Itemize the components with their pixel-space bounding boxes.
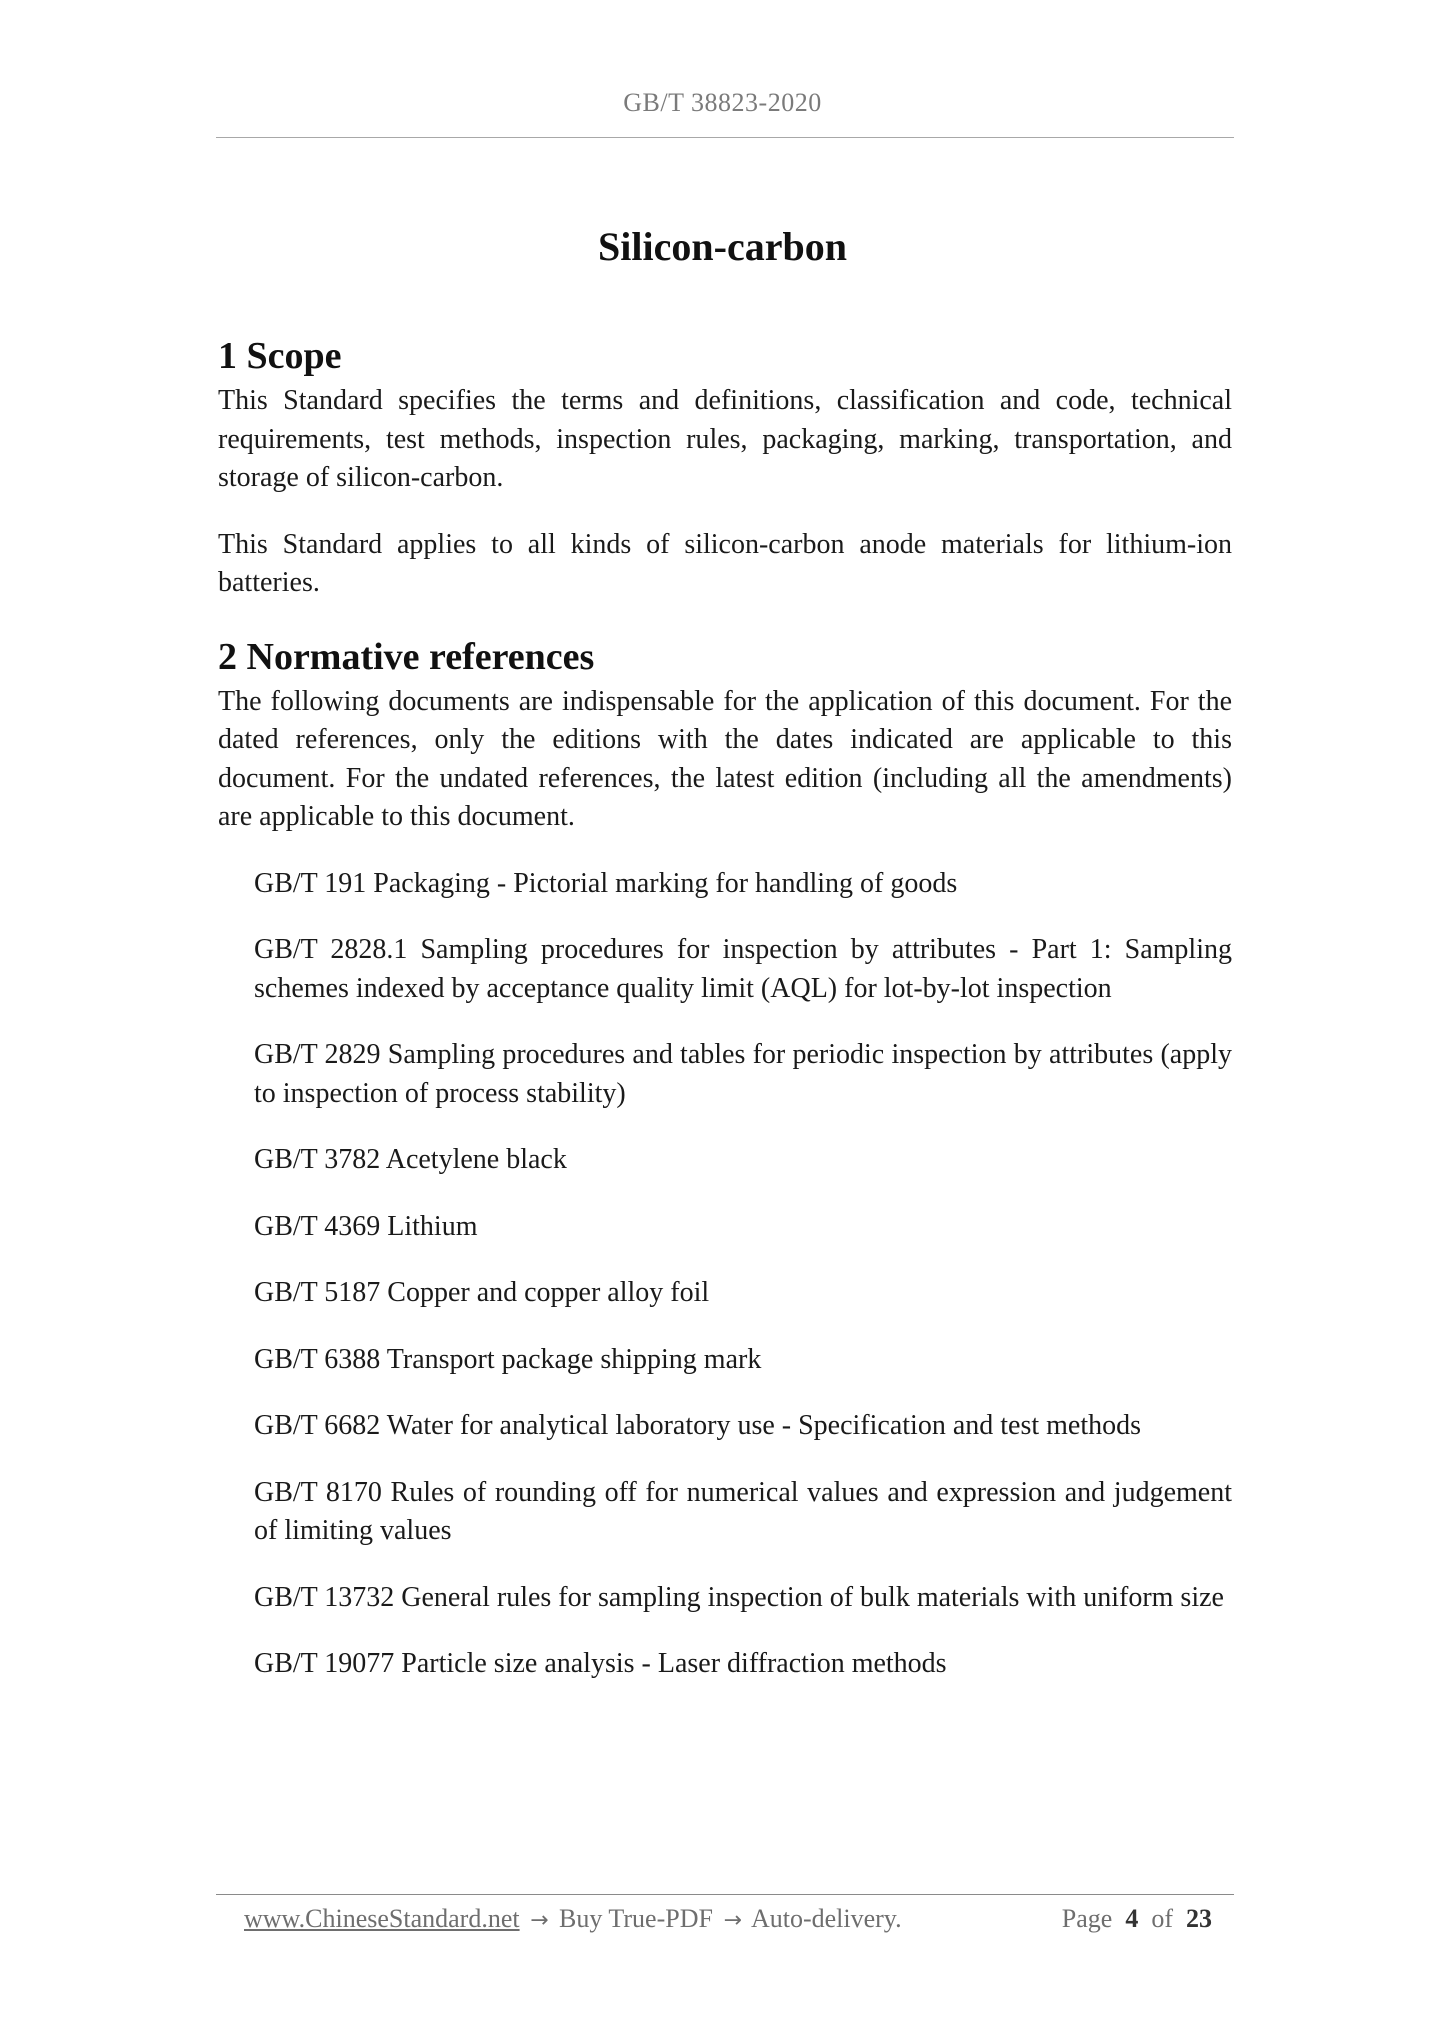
- reference-item: GB/T 191 Packaging - Pictorial marking for handling of goods: [254, 867, 958, 899]
- current-page-number: 4: [1125, 1904, 1139, 1933]
- reference-list: [218, 865, 1232, 1684]
- running-header: GB/T 38823-2020: [623, 88, 822, 117]
- page-number: [1062, 1896, 1212, 1942]
- auto-delivery-text: Auto-delivery.: [750, 1904, 902, 1933]
- reference-item: GB/T 13732 General rules for sampling inspection of bulk materials with uniform size: [254, 1581, 1224, 1613]
- buy-true-pdf-text: Buy True-PDF: [559, 1904, 713, 1933]
- page-label: Page: [1061, 1904, 1113, 1933]
- page-footer: [244, 1896, 1212, 1942]
- reference-item: GB/T 2828.1 Sampling procedures for inspection by attributes - Part 1: Sampling schemes indexed by acceptance quality limit (AQL) for lot-by-lot inspection: [254, 934, 1232, 1004]
- reference-item: GB/T 2829 Sampling procedures and tables for periodic inspection by attributes (apply to inspection of process stability): [254, 1039, 1232, 1109]
- section-heading-normative-references: 2 Normative references: [218, 635, 595, 678]
- scope-paragraph: This Standard applies to all kinds of silicon-carbon anode materials for lithium-ion batteries.: [218, 528, 1232, 598]
- arrow-right-icon: →: [723, 1908, 742, 1933]
- scope-paragraph: This Standard specifies the terms and definitions, classification and code, technical requirements, test methods, inspection rules, packaging, marking, transportation, and storage of silicon-carbon.: [218, 385, 1232, 493]
- reference-item: GB/T 4369 Lithium: [254, 1210, 478, 1242]
- reference-item: GB/T 6682 Water for analytical laboratory use - Specification and test methods: [254, 1410, 1142, 1441]
- reference-item: GB/T 5187 Copper and copper alloy foil: [254, 1277, 710, 1308]
- document-body: [218, 330, 1232, 1712]
- total-page-count: 23: [1186, 1904, 1212, 1933]
- chinesestandard-link[interactable]: www.ChineseStandard.net: [244, 1904, 520, 1933]
- reference-item: GB/T 3782 Acetylene black: [254, 1144, 567, 1175]
- arrow-right-icon: →: [530, 1908, 549, 1933]
- footer-promo: [244, 1896, 902, 1944]
- document-title: Silicon-carbon: [598, 223, 847, 269]
- reference-item: GB/T 19077 Particle size analysis - Laser diffraction methods: [254, 1648, 947, 1679]
- section-heading-scope: 1 Scope: [218, 335, 342, 377]
- footer-divider: [216, 1894, 1234, 1895]
- reference-item: GB/T 8170 Rules of rounding off for numerical values and expression and judgement of limiting values: [254, 1476, 1232, 1546]
- normative-intro-paragraph: The following documents are indispensable for the application of this document. For the dated references, only the editions with the dates indicated are applicable to this document. For the undated references, the latest edition (including all the amendments) are applicable to this document.: [218, 685, 1232, 832]
- header-divider: [216, 137, 1234, 138]
- page-of-label: of: [1151, 1904, 1173, 1933]
- reference-item: GB/T 6388 Transport package shipping mark: [254, 1343, 762, 1375]
